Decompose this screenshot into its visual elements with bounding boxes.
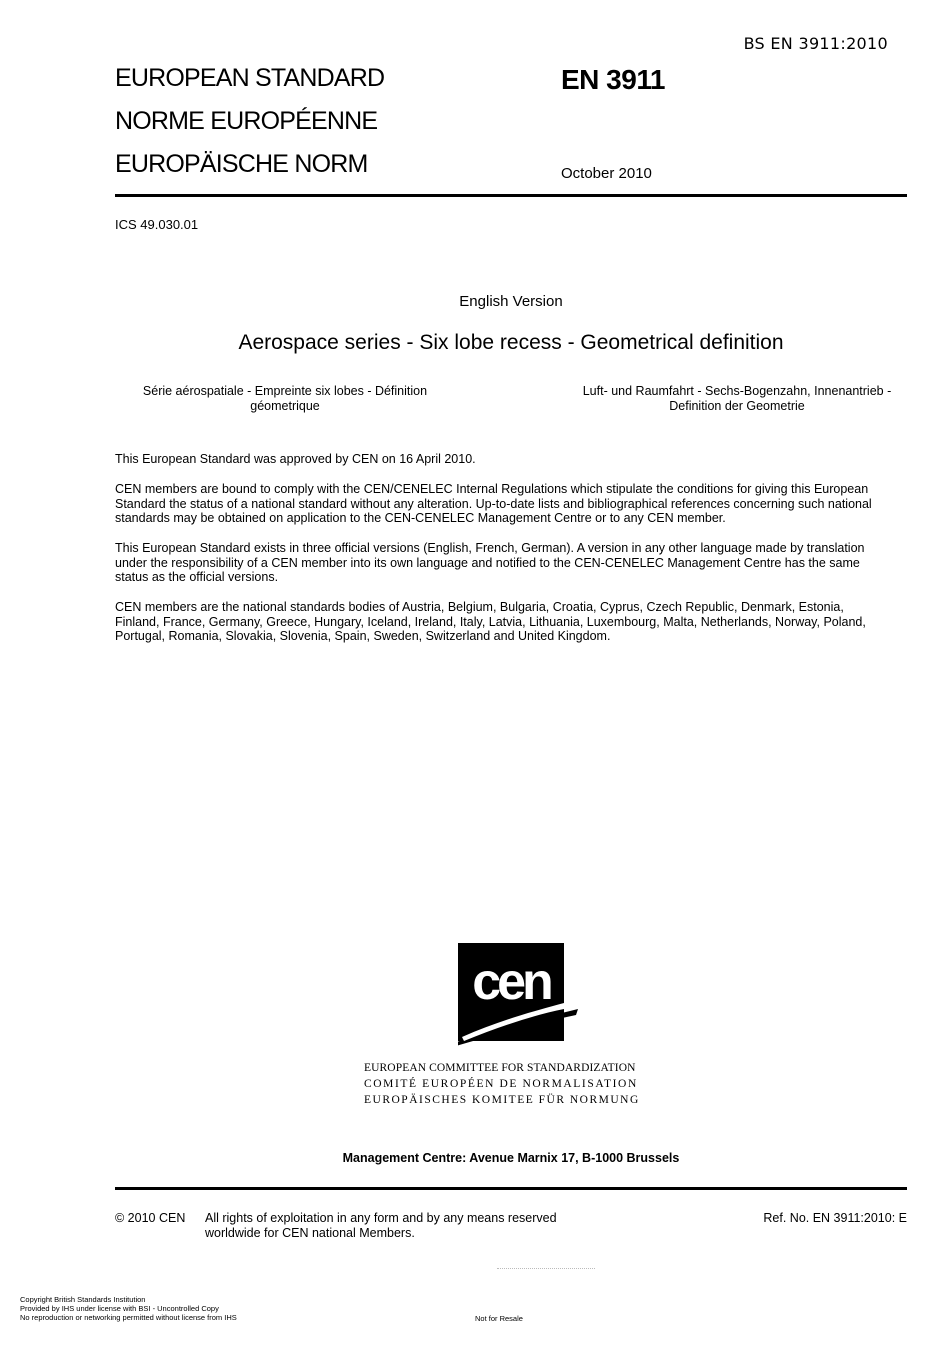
header-divider	[115, 194, 907, 197]
french-title-line: Série aérospatiale - Empreinte six lobes - Définition	[142, 384, 428, 398]
paragraph-line: Finland, France, Germany, Greece, Hungary, Iceland, Ireland, Italy, Latvia, Lithuania, Luxembourg, Malta, Netherlands, Norway, Poland,	[115, 614, 866, 629]
rights-line: All rights of exploitation in any form and by any means reserved	[205, 1211, 557, 1225]
faint-divider	[497, 1268, 595, 1269]
paragraph-line: standards may be obtained on application to the CEN-CENELEC Management Centre or to any CEN member.	[115, 511, 726, 526]
regulations-paragraph	[115, 482, 907, 526]
members-paragraph	[115, 600, 907, 644]
standard-name-french: NORME EUROPÉENNE	[115, 107, 378, 135]
standard-number: EN 3911	[561, 64, 665, 95]
not-for-resale: Not for Resale	[475, 1314, 523, 1323]
license-line: Provided by IHS under license with BSI - Uncontrolled Copy	[20, 1304, 219, 1313]
publication-date: October 2010	[561, 165, 652, 182]
cen-logo	[458, 943, 578, 1051]
cen-logo-text: cen	[472, 953, 550, 1011]
document-title: Aerospace series - Six lobe recess - Geometrical definition	[238, 331, 784, 354]
german-title-line: Luft- und Raumfahrt - Sechs-Bogenzahn, Innenantrieb -	[582, 384, 892, 398]
german-title	[567, 384, 907, 414]
paragraph-line: CEN members are the national standards bodies of Austria, Belgium, Bulgaria, Croatia, Cyprus, Czech Republic, Denmark, Estonia,	[115, 600, 844, 614]
license-line: No reproduction or networking permitted without license from IHS	[20, 1313, 237, 1322]
paragraph-line: under the responsibility of a CEN member into its own language and notified to the CEN-CENELEC Management Centre has the same	[115, 555, 860, 570]
rights-statement	[205, 1211, 557, 1241]
cen-name-english: EUROPEAN COMMITTEE FOR STANDARDIZATION	[364, 1062, 636, 1074]
french-title	[115, 384, 455, 414]
paragraph-line: CEN members are bound to comply with the CEN/CENELEC Internal Regulations which stipulate the conditions for giving this European	[115, 482, 869, 496]
ics-code: ICS 49.030.01	[115, 217, 199, 232]
license-line: Copyright British Standards Institution	[20, 1295, 146, 1304]
approval-paragraph: This European Standard was approved by CEN on 16 April 2010.	[115, 452, 476, 466]
footer-divider	[115, 1187, 907, 1190]
rights-line: worldwide for CEN national Members.	[205, 1226, 415, 1240]
license-notice	[20, 1295, 237, 1322]
version-label: English Version	[459, 293, 563, 310]
bs-reference: BS EN 3911:2010	[743, 34, 888, 53]
paragraph-line: status as the official versions.	[115, 570, 279, 585]
reference-number: Ref. No. EN 3911:2010: E	[763, 1211, 907, 1225]
cen-name-french: COMITÉ EUROPÉEN DE NORMALISATION	[364, 1078, 638, 1090]
german-title-line: Definition der Geometrie	[669, 399, 805, 413]
french-title-line: géometrique	[250, 399, 320, 413]
paragraph-line: Portugal, Romania, Slovakia, Slovenia, Spain, Sweden, Switzerland and United Kingdom.	[115, 629, 611, 644]
versions-paragraph	[115, 541, 907, 585]
copyright-notice: © 2010 CEN	[115, 1211, 186, 1225]
management-centre-address: Management Centre: Avenue Marnix 17, B-1000 Brussels	[342, 1151, 680, 1165]
paragraph-line: Standard the status of a national standard without any alteration. Up-to-date lists and bibliographical references concerning such national	[115, 496, 872, 511]
standard-name-german: EUROPÄISCHE NORM	[115, 150, 368, 178]
standard-name-english: EUROPEAN STANDARD	[115, 64, 385, 92]
paragraph-line: This European Standard exists in three official versions (English, French, German). A version in any other language made by translation	[115, 541, 865, 555]
cen-name-german: EUROPÄISCHES KOMITEE FÜR NORMUNG	[364, 1094, 640, 1106]
